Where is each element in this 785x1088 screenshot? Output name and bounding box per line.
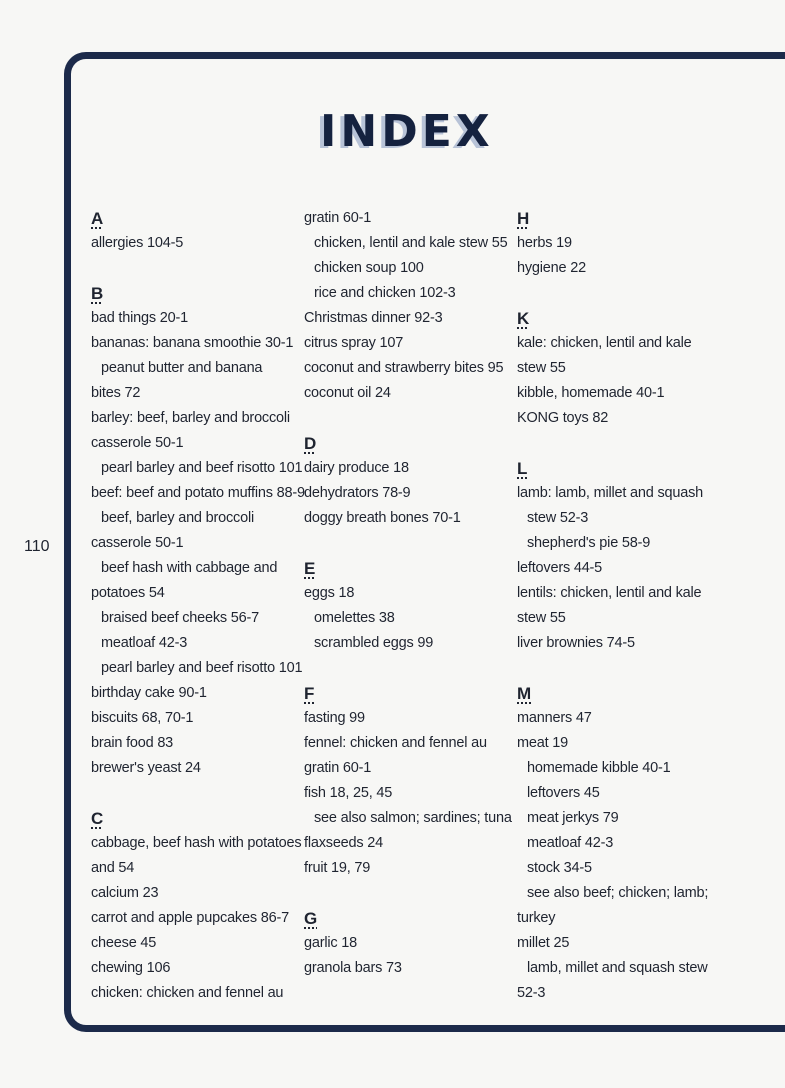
index-entry: biscuits 68, 70-1 (91, 710, 194, 726)
index-entry: dehydrators 78-9 (304, 485, 411, 501)
index-column-2 (304, 206, 512, 981)
index-entry: coconut and strawberry bites 95 (304, 360, 504, 376)
index-entry: kale: chicken, lentil and kale (517, 335, 692, 351)
section-gap (304, 531, 509, 556)
section-letter: B (91, 284, 104, 303)
index-entry: brain food 83 (91, 735, 174, 751)
index-entry: Christmas dinner 92-3 (304, 310, 443, 326)
index-entry: stew 52-3 (527, 510, 589, 526)
index-entry: manners 47 (517, 710, 592, 726)
index-entry: hygiene 22 (517, 260, 586, 276)
index-entry: leftovers 45 (527, 785, 600, 801)
index-entry: potatoes 54 (91, 585, 165, 601)
index-entry: leftovers 44-5 (517, 560, 603, 576)
index-entry: fennel: chicken and fennel au (304, 735, 487, 751)
index-entry: scrambled eggs 99 (314, 635, 434, 651)
index-entry: homemade kibble 40-1 (527, 760, 671, 776)
index-entry: KONG toys 82 (517, 410, 609, 426)
section-letter: L (517, 459, 528, 478)
index-entry: cheese 45 (91, 935, 157, 951)
section-gap (91, 256, 296, 281)
index-entry: bad things 20-1 (91, 310, 188, 326)
section-gap (517, 656, 722, 681)
index-entry: shepherd's pie 58-9 (527, 535, 651, 551)
index-entry: stew 55 (517, 610, 566, 626)
section-letter: A (91, 209, 104, 228)
section-gap (304, 406, 509, 431)
index-entry: brewer's yeast 24 (91, 760, 201, 776)
index-entry: fish 18, 25, 45 (304, 785, 393, 801)
index-entry: lamb: lamb, millet and squash (517, 485, 704, 501)
index-entry: fasting 99 (304, 710, 365, 726)
index-entry: birthday cake 90-1 (91, 685, 207, 701)
section-letter: E (304, 559, 316, 578)
index-entry: cabbage, beef hash with potatoes (91, 835, 302, 851)
index-entry: bites 72 (91, 385, 141, 401)
index-entry: kibble, homemade 40-1 (517, 385, 665, 401)
section-letter: F (304, 684, 315, 703)
section-letter: D (304, 434, 317, 453)
section-letter: M (517, 684, 532, 703)
index-entry: 52-3 (517, 985, 546, 1001)
index-entry: millet 25 (517, 935, 570, 951)
index-entry: gratin 60-1 (304, 760, 372, 776)
section-gap (517, 431, 722, 456)
index-entry: braised beef cheeks 56-7 (101, 610, 260, 626)
index-entry: lamb, millet and squash stew (527, 960, 708, 976)
index-entry: dairy produce 18 (304, 460, 409, 476)
section-gap (517, 281, 722, 306)
index-entry: stew 55 (517, 360, 566, 376)
index-entry: rice and chicken 102-3 (314, 285, 456, 301)
index-column-1 (91, 206, 305, 1006)
index-entry: peanut butter and banana (101, 360, 263, 376)
index-entry: see also beef; chicken; lamb; (527, 885, 709, 901)
index-entry: chicken: chicken and fennel au (91, 985, 284, 1001)
index-entry: bananas: banana smoothie 30-1 (91, 335, 294, 351)
index-entry: omelettes 38 (314, 610, 395, 626)
index-entry: beef: beef and potato muffins 88-9 (91, 485, 305, 501)
index-entry: fruit 19, 79 (304, 860, 371, 876)
index-title: INDEX (320, 106, 494, 157)
section-gap (304, 881, 509, 906)
index-entry: herbs 19 (517, 235, 572, 251)
page-number: 110 (24, 538, 50, 555)
index-entry: doggy breath bones 70-1 (304, 510, 461, 526)
index-entry: meat jerkys 79 (527, 810, 619, 826)
index-entry: turkey (517, 910, 556, 926)
index-entry: casserole 50-1 (91, 435, 184, 451)
index-entry: gratin 60-1 (304, 210, 372, 226)
index-column-3 (517, 206, 722, 1006)
index-entry: and 54 (91, 860, 135, 876)
index-entry: pearl barley and beef risotto 101 (101, 660, 303, 676)
index-entry: barley: beef, barley and broccoli (91, 410, 290, 426)
index-entry: chicken soup 100 (314, 260, 424, 276)
index-entry: carrot and apple pupcakes 86-7 (91, 910, 289, 926)
section-gap (304, 656, 509, 681)
index-entry: allergies 104-5 (91, 235, 184, 251)
index-entry: lentils: chicken, lentil and kale (517, 585, 702, 601)
index-entry: coconut oil 24 (304, 385, 391, 401)
index-entry: granola bars 73 (304, 960, 402, 976)
index-entry: meatloaf 42-3 (527, 835, 614, 851)
index-entry: beef, barley and broccoli (101, 510, 254, 526)
index-entry: meatloaf 42-3 (101, 635, 188, 651)
section-letter: H (517, 209, 530, 228)
section-gap (91, 781, 296, 806)
index-entry: chewing 106 (91, 960, 171, 976)
section-letter: K (517, 309, 530, 328)
index-entry: eggs 18 (304, 585, 355, 601)
section-letter: C (91, 809, 104, 828)
index-entry: liver brownies 74-5 (517, 635, 635, 651)
index-entry: calcium 23 (91, 885, 159, 901)
index-entry: flaxseeds 24 (304, 835, 384, 851)
index-entry: garlic 18 (304, 935, 358, 951)
index-entry: beef hash with cabbage and (101, 560, 278, 576)
index-entry: chicken, lentil and kale stew 55 (314, 235, 508, 251)
index-entry: casserole 50-1 (91, 535, 184, 551)
index-entry: pearl barley and beef risotto 101 (101, 460, 303, 476)
index-entry: meat 19 (517, 735, 568, 751)
section-letter: G (304, 909, 318, 928)
index-entry: citrus spray 107 (304, 335, 404, 351)
index-entry: see also salmon; sardines; tuna (314, 810, 512, 826)
index-entry: stock 34-5 (527, 860, 592, 876)
